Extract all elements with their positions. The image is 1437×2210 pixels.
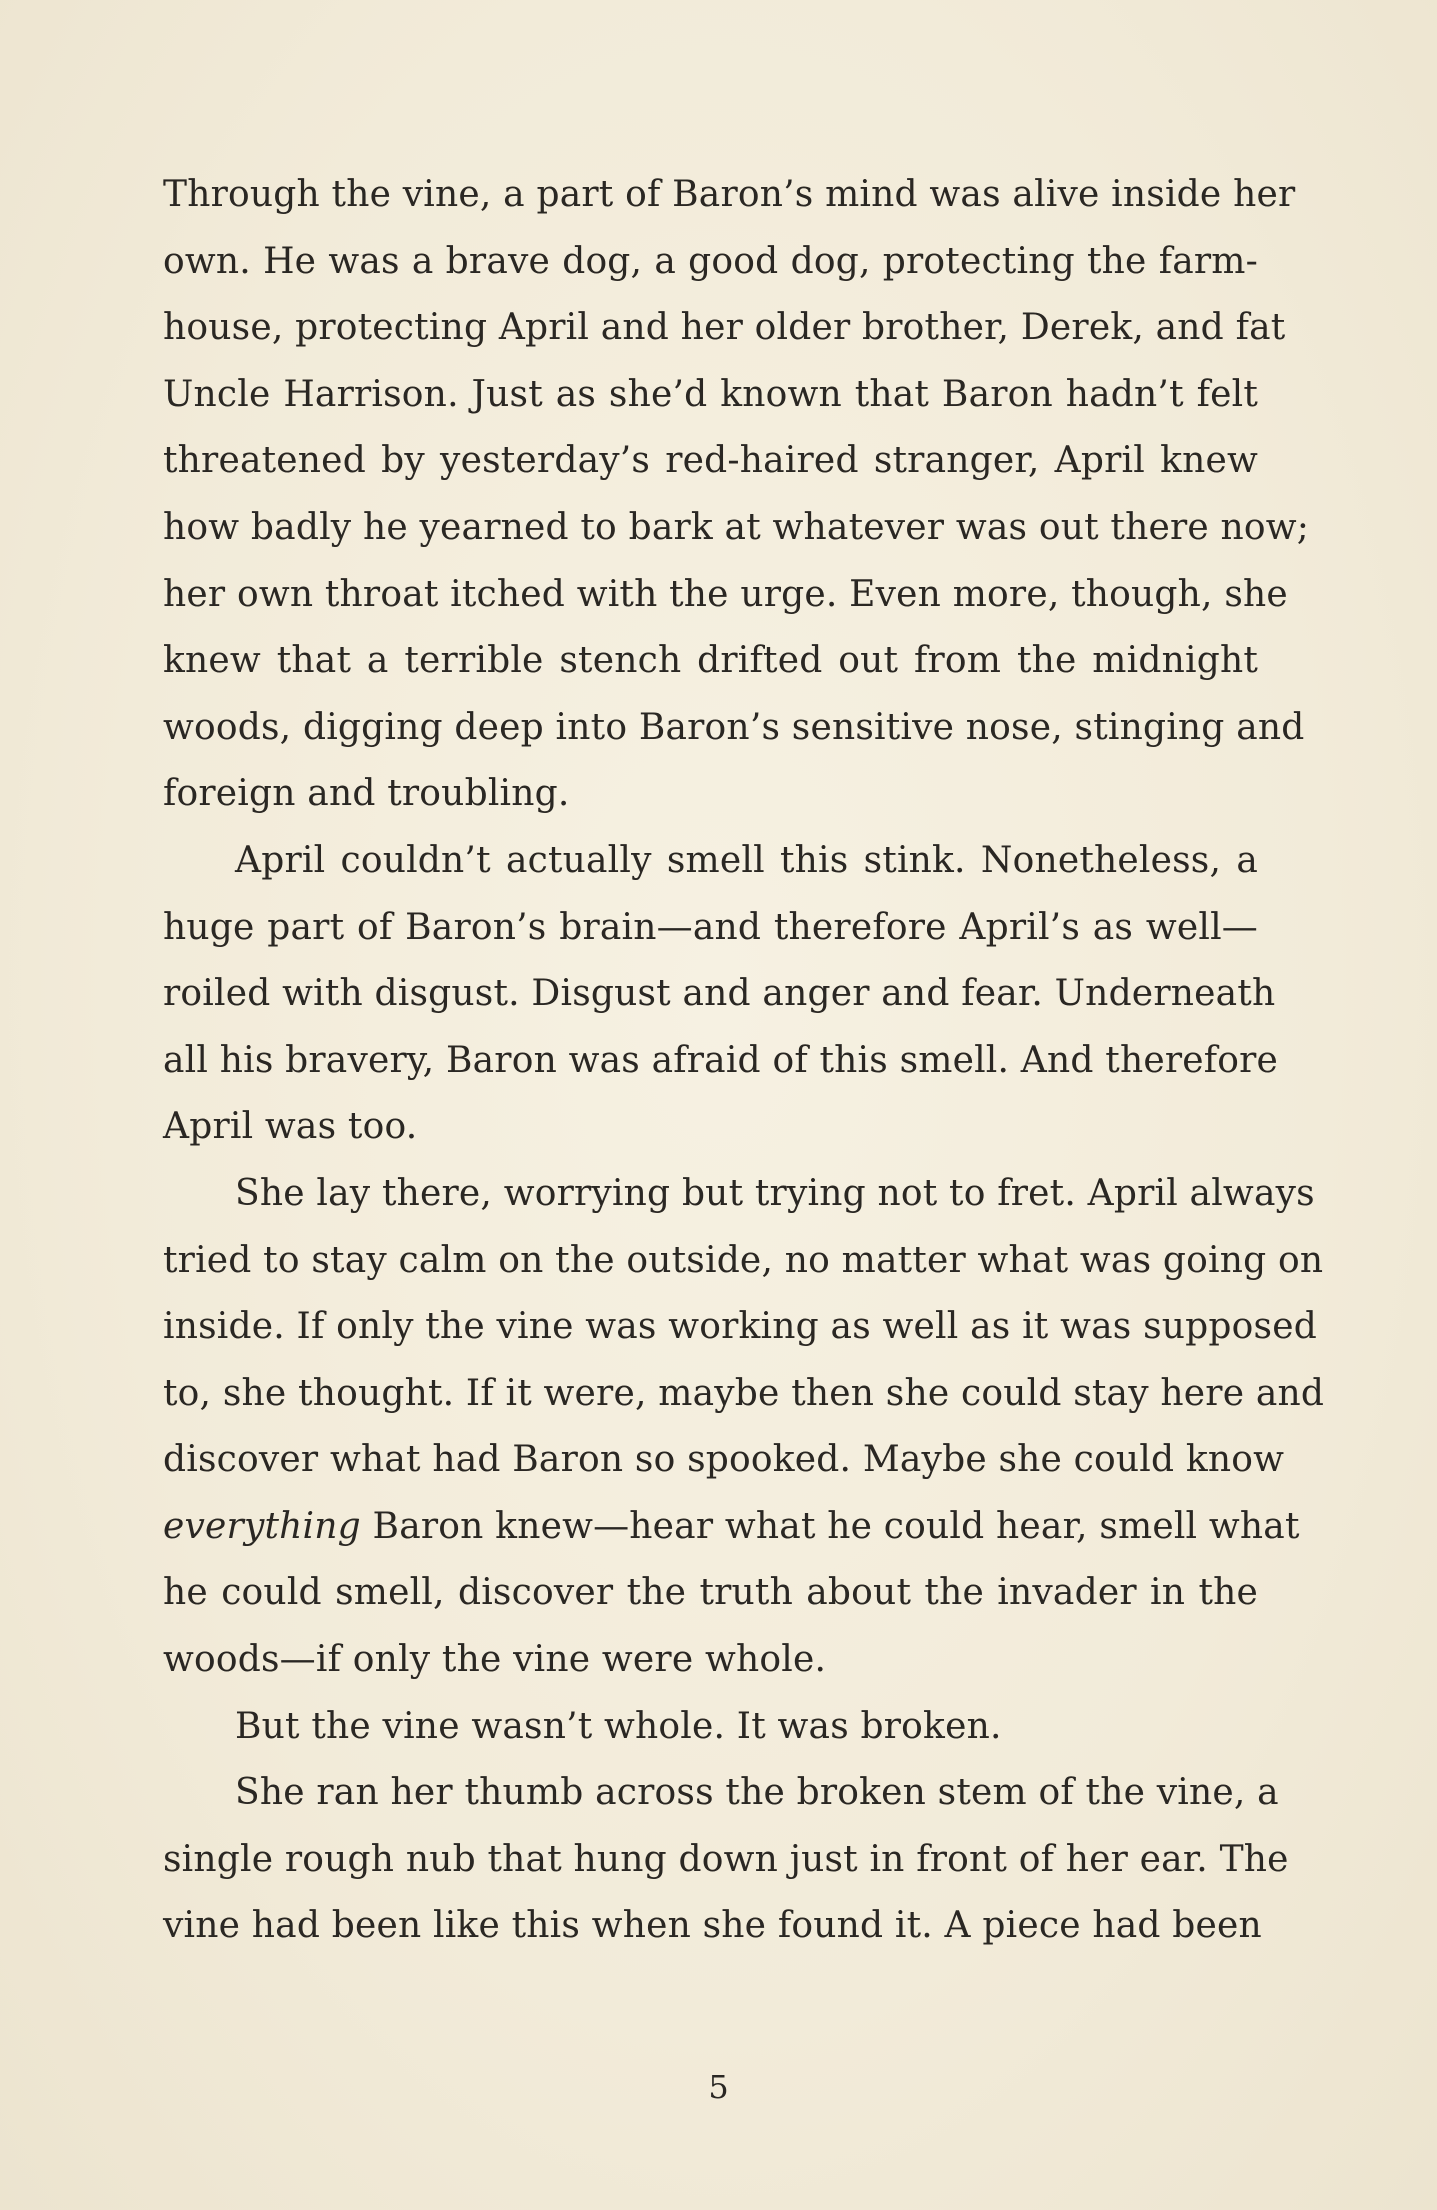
text-line-with-italic	[163, 1494, 1300, 1561]
text-line: She lay there, worrying but trying not to fret. April always	[235, 1172, 1315, 1214]
text-line: knew that a terrible stench drifted out from the midnight	[163, 640, 1258, 682]
text-line: Uncle Harrison. Just as she’d known that Baron hadn’t felt	[163, 373, 1258, 415]
text-line: woods, digging deep into Baron’s sensitive nose, stinging and	[163, 706, 1305, 748]
text-line: to, she thought. If it were, maybe then she could stay here and	[163, 1372, 1325, 1414]
text-line: discover what had Baron so spooked. Maybe she could know	[163, 1439, 1285, 1481]
text-line: threatened by yesterday’s red-haired stranger, April knew	[163, 440, 1258, 482]
text-line: all his bravery, Baron was afraid of this smell. And therefore	[163, 1039, 1279, 1081]
text-line: vine had been like this when she found it. A piece had been	[163, 1905, 1262, 1947]
text-line: inside. If only the vine was working as well as it was supposed	[163, 1306, 1317, 1348]
text-line: single rough nub that hung down just in front of her ear. The	[163, 1838, 1289, 1880]
text-line: her own throat itched with the urge. Even more, though, she	[163, 573, 1288, 615]
text-line: tried to stay calm on the outside, no matter what was going on	[163, 1239, 1324, 1281]
line-remainder: Baron knew—hear what he could hear, smell what	[372, 1505, 1300, 1547]
text-line: woods—if only the vine were whole.	[163, 1639, 827, 1681]
text-line: Through the vine, a part of Baron’s mind was alive inside her	[163, 174, 1296, 215]
text-line: April couldn’t actually smell this stink. Nonetheless, a	[235, 839, 1258, 881]
text-line: house, protecting April and her older brother, Derek, and fat	[163, 307, 1286, 349]
text-line: roiled with disgust. Disgust and anger and fear. Underneath	[163, 973, 1276, 1015]
text-line: foreign and troubling.	[163, 773, 570, 815]
text-line: how badly he yearned to bark at whatever was out there now;	[163, 506, 1310, 548]
text-line: But the vine wasn’t whole. It was broken.	[235, 1705, 1002, 1747]
text-line: huge part of Baron’s brain—and therefore April’s as well—	[163, 906, 1258, 948]
text-line: She ran her thumb across the broken stem of the vine, a	[235, 1772, 1279, 1814]
text-line: own. He was a brave dog, a good dog, protecting the farm-	[163, 240, 1258, 282]
body-text	[163, 162, 1325, 1960]
page-number: 5	[708, 2068, 729, 2106]
text-line: April was too.	[163, 1106, 418, 1148]
text-line: he could smell, discover the truth about the invader in the	[163, 1572, 1258, 1614]
italic-word: everything	[163, 1505, 361, 1547]
